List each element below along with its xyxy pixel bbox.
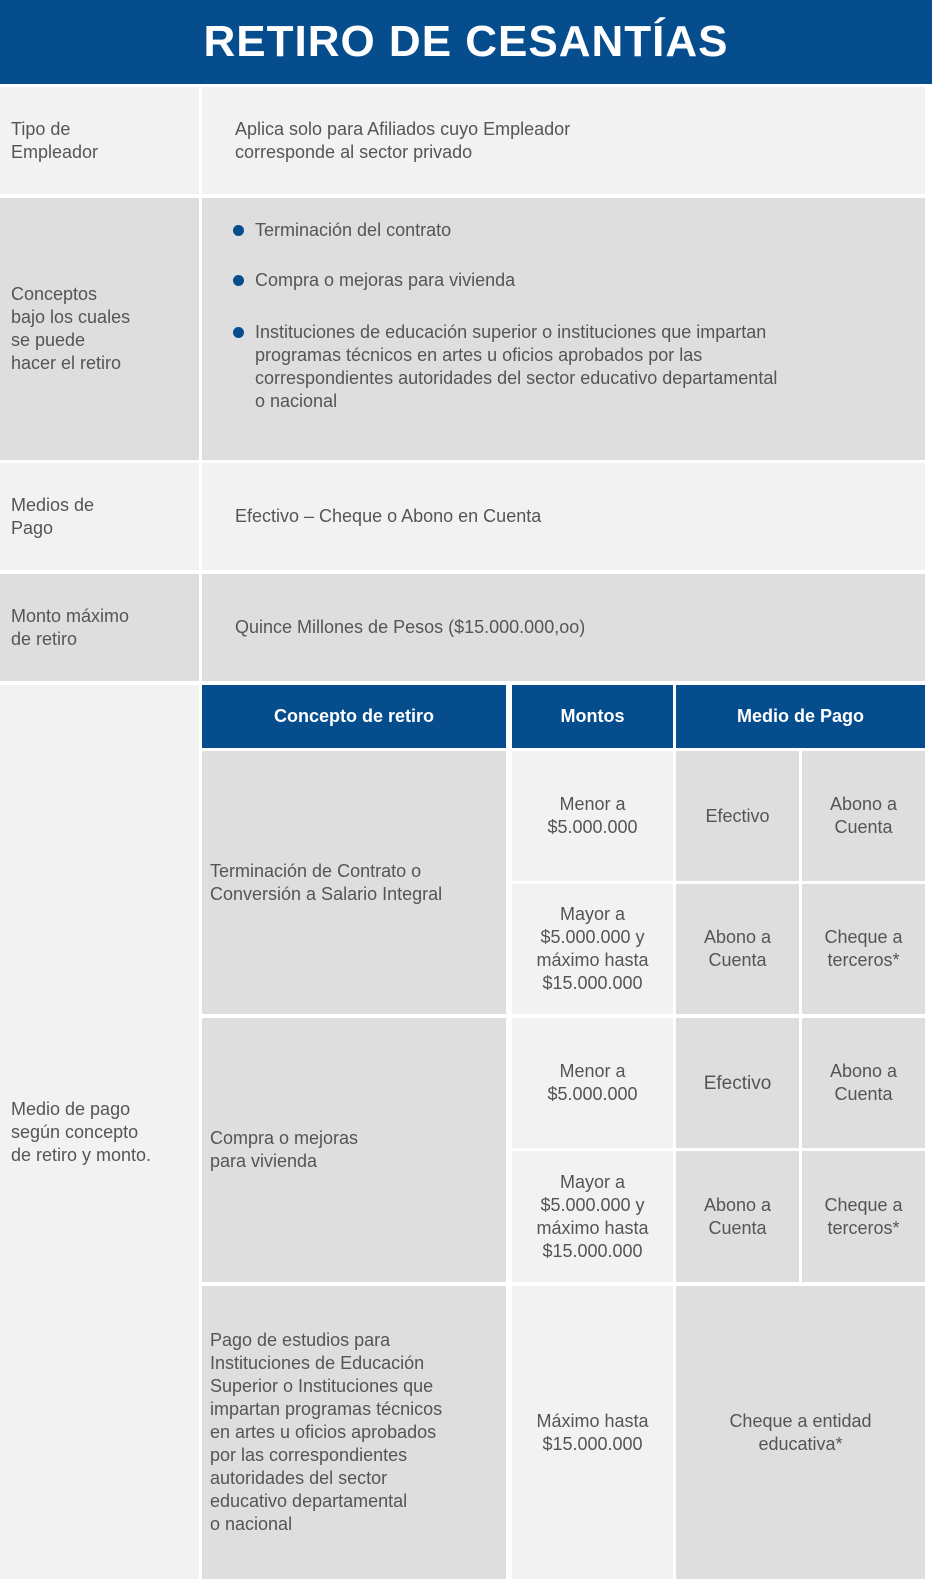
medio-cell: Cheque a terceros* <box>802 1151 925 1282</box>
monto-maximo-value: Quince Millones de Pesos ($15.000.000,oo) <box>202 574 925 681</box>
concepto-cell: Terminación de Contrato o Conversión a Salario Integral <box>202 751 506 1014</box>
medio-pago-side-label: Medio de pago según concepto de retiro y monto. <box>0 685 199 1579</box>
bullet-icon <box>233 327 244 338</box>
medios-pago-value: Efectivo – Cheque o Abono en Cuenta <box>202 463 925 570</box>
medio-cell: Cheque a entidad educativa* <box>676 1286 925 1579</box>
header-montos: Montos <box>512 685 673 748</box>
list-item: Terminación del contrato <box>233 219 451 242</box>
concepto-cell: Compra o mejoras para vivienda <box>202 1018 506 1282</box>
monto-cell: Máximo hasta $15.000.000 <box>512 1286 673 1579</box>
medio-cell: Abono a Cuenta <box>802 1018 925 1148</box>
concepto-cell: Pago de estudios para Instituciones de Educación Superior o Instituciones que impartan programas técnicos en artes u oficios aprobados por las correspondientes autoridades del sector educativo departamental o nacional <box>202 1286 506 1579</box>
monto-cell: Mayor a $5.000.000 y máximo hasta $15.000.000 <box>512 884 673 1014</box>
list-item: Instituciones de educación superior o instituciones que impartan programas técnicos en artes u oficios aprobados por las correspondientes autoridades del sector educativo departamental o nacional <box>233 321 777 413</box>
conceptos-list <box>202 198 925 460</box>
header-medio-pago: Medio de Pago <box>676 685 925 748</box>
medio-cell: Cheque a terceros* <box>802 884 925 1014</box>
monto-maximo-label: Monto máximo de retiro <box>0 574 199 681</box>
tipo-empleador-label: Tipo de Empleador <box>0 87 199 194</box>
monto-cell: Menor a $5.000.000 <box>512 1018 673 1148</box>
bullet-icon <box>233 275 244 286</box>
monto-cell: Mayor a $5.000.000 y máximo hasta $15.000.000 <box>512 1151 673 1282</box>
monto-cell: Menor a $5.000.000 <box>512 751 673 881</box>
bullet-icon <box>233 225 244 236</box>
medio-cell: Efectivo <box>676 1018 799 1148</box>
list-item: Compra o mejoras para vivienda <box>233 269 515 292</box>
medios-pago-label: Medios de Pago <box>0 463 199 570</box>
page-title: RETIRO DE CESANTÍAS <box>0 0 932 84</box>
medio-cell: Efectivo <box>676 751 799 881</box>
medio-cell: Abono a Cuenta <box>676 884 799 1014</box>
header-concepto: Concepto de retiro <box>202 685 506 748</box>
conceptos-label: Conceptos bajo los cuales se puede hacer el retiro <box>0 198 199 460</box>
tipo-empleador-value: Aplica solo para Afiliados cuyo Empleador corresponde al sector privado <box>202 87 925 194</box>
medio-cell: Abono a Cuenta <box>802 751 925 881</box>
medio-cell: Abono a Cuenta <box>676 1151 799 1282</box>
